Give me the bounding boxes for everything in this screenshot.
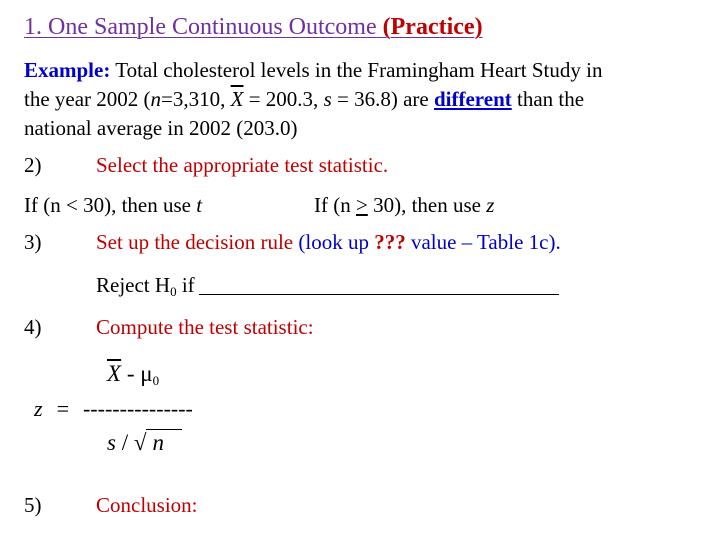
step-3-paren-a: (look up — [298, 230, 375, 254]
step-2-text: Select the appropriate test statistic. — [96, 153, 389, 177]
different-keyword: different — [433, 87, 512, 111]
s-value: = 36.8) are — [331, 87, 434, 111]
reject-text: Reject H — [96, 273, 171, 297]
formula-dashes: --------------- — [82, 396, 193, 421]
formula-numerator — [107, 361, 159, 389]
step-2 — [24, 153, 388, 178]
step-3 — [24, 230, 561, 255]
n-variable: n — [150, 87, 162, 111]
greater-equal-symbol: > — [355, 193, 368, 217]
example-line-2 — [24, 87, 584, 112]
n-value: =3,310, — [161, 87, 231, 111]
formula-equals: = — [56, 396, 69, 421]
step-3-number: 3) — [24, 230, 42, 254]
formula-mu-sub: 0 — [152, 373, 160, 388]
step-5-text: Conclusion: — [96, 493, 198, 517]
rule-right-text-b: 30), then use — [367, 193, 487, 217]
example-line-1 — [24, 58, 602, 83]
example-line-3: national average in 2002 (203.0) — [24, 116, 298, 140]
example-text-2a: the year 2002 ( — [24, 87, 151, 111]
reject-rule — [96, 273, 559, 300]
reject-blank-line — [199, 276, 559, 295]
x-bar-symbol: X — [230, 87, 244, 111]
title-practice: (Practice) — [382, 14, 483, 40]
example-label: Example: — [24, 58, 111, 82]
formula-denominator — [107, 430, 182, 456]
formula-z: z — [34, 396, 43, 421]
formula-x-bar: X — [107, 361, 122, 386]
formula-minus-mu: - μ — [121, 361, 153, 386]
formula-sqrt: √ — [133, 430, 147, 455]
step-3-paren-b: value – Table 1c). — [405, 230, 561, 254]
step-3-text: Set up the decision rule — [96, 230, 299, 254]
step-5 — [24, 493, 198, 518]
rule-left-text: If (n < 30), then use — [24, 193, 197, 217]
rule-left — [24, 193, 202, 218]
formula-s: s — [107, 430, 116, 455]
rule-right — [314, 193, 494, 218]
step-3-qqq: ??? — [374, 230, 406, 254]
formula-z-line — [34, 396, 193, 422]
reject-if: if — [176, 273, 195, 297]
rule-right-text-a: If (n — [314, 193, 356, 217]
t-symbol: t — [196, 193, 203, 217]
step-4-text: Compute the test statistic: — [96, 315, 314, 339]
step-5-number: 5) — [24, 493, 42, 517]
formula-slash: / — [115, 430, 134, 455]
step-4 — [24, 315, 314, 340]
example-text-2b: than the — [511, 87, 585, 111]
s-variable: s — [323, 87, 332, 111]
reject-sub: 0 — [170, 284, 177, 299]
example-text-1: Total cholesterol levels in the Framingham Heart Study in — [115, 58, 603, 82]
z-symbol: z — [486, 193, 495, 217]
x-value: = 200.3, — [243, 87, 324, 111]
formula-n: n — [146, 429, 182, 455]
step-2-number: 2) — [24, 153, 42, 177]
step-4-number: 4) — [24, 315, 42, 339]
page-title — [24, 14, 483, 41]
title-main: 1. One Sample Continuous Outcome — [24, 14, 377, 40]
